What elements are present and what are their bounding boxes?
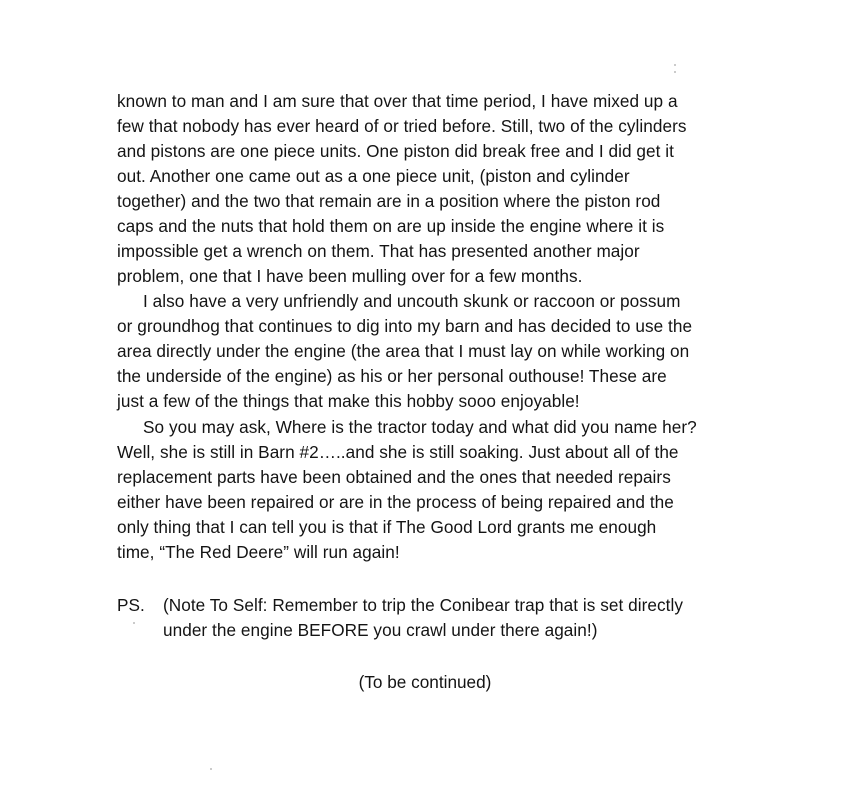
scan-speck [674, 64, 676, 66]
ps-line: (Note To Self: Remember to trip the Conibear trap that is set directly [163, 595, 683, 615]
scan-speck [210, 768, 212, 770]
text-line: I also have a very unfriendly and uncouth skunk or raccoon or possum [143, 291, 681, 311]
text-line: together) and the two that remain are in a position where the piston rod [117, 191, 661, 211]
ps-label: PS. [117, 595, 145, 615]
scan-speck [674, 71, 676, 73]
text-line: known to man and I am sure that over that time period, I have mixed up a [117, 91, 678, 111]
text-line: problem, one that I have been mulling over for a few months. [117, 266, 583, 286]
text-line: and pistons are one piece units. One piston did break free and I did get it [117, 141, 674, 161]
text-line: or groundhog that continues to dig into my barn and has decided to use the [117, 316, 693, 336]
text-line: the underside of the engine) as his or her personal outhouse! These are [117, 366, 667, 386]
text-line: only thing that I can tell you is that if The Good Lord grants me enough [117, 517, 657, 537]
text-line: out. Another one came out as a one piece unit, (piston and cylinder [117, 166, 630, 186]
ps-line: under the engine BEFORE you crawl under there again!) [163, 620, 598, 640]
closing-note: (To be continued) [358, 672, 492, 692]
text-line: impossible get a wrench on them. That has presented another major [117, 241, 640, 261]
text-line: either have been repaired or are in the process of being repaired and the [117, 492, 674, 512]
text-line: caps and the nuts that hold them on are up inside the engine where it is [117, 216, 665, 236]
text-line: Well, she is still in Barn #2…..and she is still soaking. Just about all of the [117, 442, 679, 462]
text-line: replacement parts have been obtained and the ones that needed repairs [117, 467, 671, 487]
text-line: So you may ask, Where is the tractor today and what did you name her? [143, 417, 697, 437]
text-line: few that nobody has ever heard of or tried before. Still, two of the cylinders [117, 116, 687, 136]
text-line: area directly under the engine (the area that I must lay on while working on [117, 341, 690, 361]
text-line: time, “The Red Deere” will run again! [117, 542, 400, 562]
scan-speck [133, 622, 135, 624]
text-line: just a few of the things that make this hobby sooo enjoyable! [117, 391, 580, 411]
